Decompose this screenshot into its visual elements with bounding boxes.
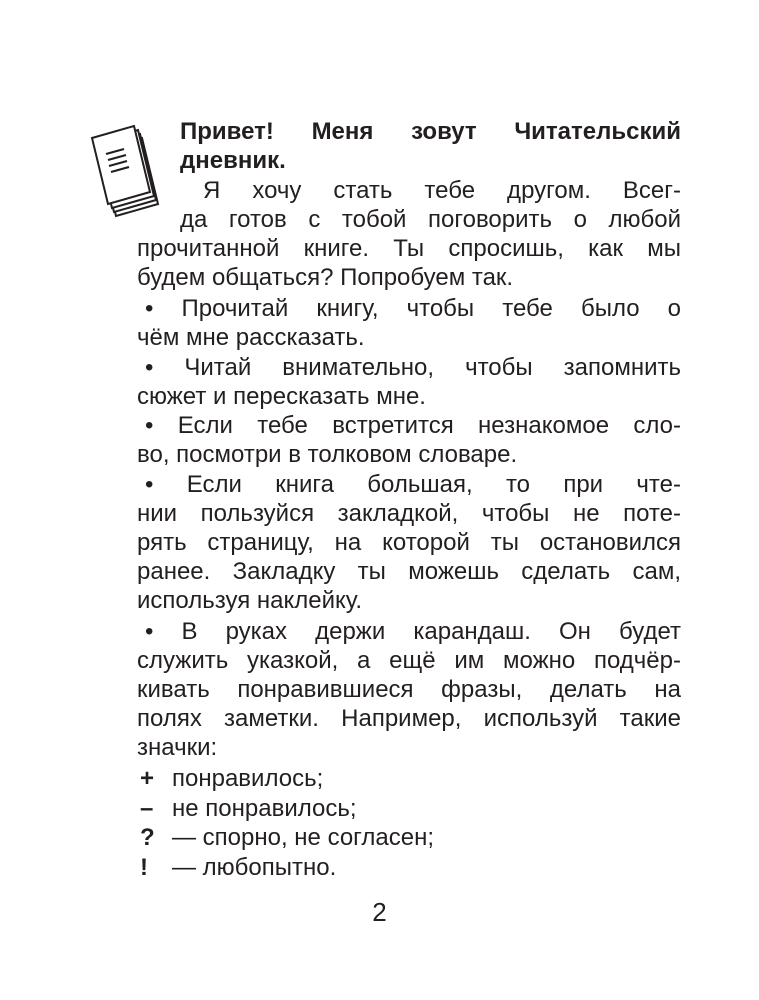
intro-line-3: прочитанной книге. Ты спросишь, как мы (137, 235, 681, 262)
question-symbol: ? (140, 824, 155, 851)
minus-symbol: – (140, 795, 154, 822)
plus-symbol: + (140, 765, 155, 792)
mark-label: — спорно, не согласен; (172, 824, 435, 851)
mark-label: — любопытно. (172, 854, 337, 881)
bullet-4-line-2: нии пользуйся закладкой, чтобы не поте- (137, 500, 681, 527)
bullet-5-line-4: полях заметки. Например, используй такие (137, 705, 681, 732)
page-number: 2 (372, 897, 387, 927)
bullet-5-line-1: • В руках держи карандаш. Он будет (145, 618, 681, 645)
heading-line-2: дневник. (180, 147, 286, 174)
bullet-3-line-2: во, посмотри в толковом словаре. (137, 441, 518, 468)
mark-label: понравилось; (172, 765, 324, 792)
bullet-3-line-1: • Если тебе встретится незнакомое сло- (145, 412, 681, 439)
bullet-5-line-2: служить указкой, а ещё им можно подчёр- (137, 647, 681, 674)
mark-label: не понравилось; (172, 795, 357, 822)
bullet-2-line-1: • Читай внимательно, чтобы запомнить (145, 354, 681, 381)
bullet-2-line-2: сюжет и пересказать мне. (137, 383, 426, 410)
mark-item (140, 823, 684, 853)
book-icon (86, 120, 166, 220)
bullet-1-line-2: чём мне рассказать. (137, 324, 365, 351)
bullet-4-line-4: ранее. Закладку ты можешь сделать сам, (137, 558, 681, 585)
intro-line-4: будем общаться? Попробуем так. (137, 264, 514, 291)
bullet-5-line-3: кивать понравившиеся фразы, делать на (137, 676, 681, 703)
exclamation-symbol: ! (140, 854, 148, 881)
bullet-4-line-3: рять страницу, на которой ты остановился (137, 529, 681, 556)
bullet-5-line-5: значки: (137, 734, 218, 761)
mark-item (140, 794, 684, 824)
heading-line-1: Привет! Меня зовут Читательский (180, 118, 681, 145)
mark-item (140, 853, 684, 883)
bullet-4-line-5: используя наклейку. (137, 587, 363, 614)
bullet-1-line-1: • Прочитай книгу, чтобы тебе было о (145, 295, 681, 322)
mark-item (140, 764, 684, 794)
intro-line-1: Я хочу стать тебе другом. Всег- (203, 177, 681, 204)
intro-line-2: да готов с тобой поговорить о любой (180, 206, 681, 233)
bullet-4-line-1: • Если книга большая, то при чте- (145, 471, 681, 498)
